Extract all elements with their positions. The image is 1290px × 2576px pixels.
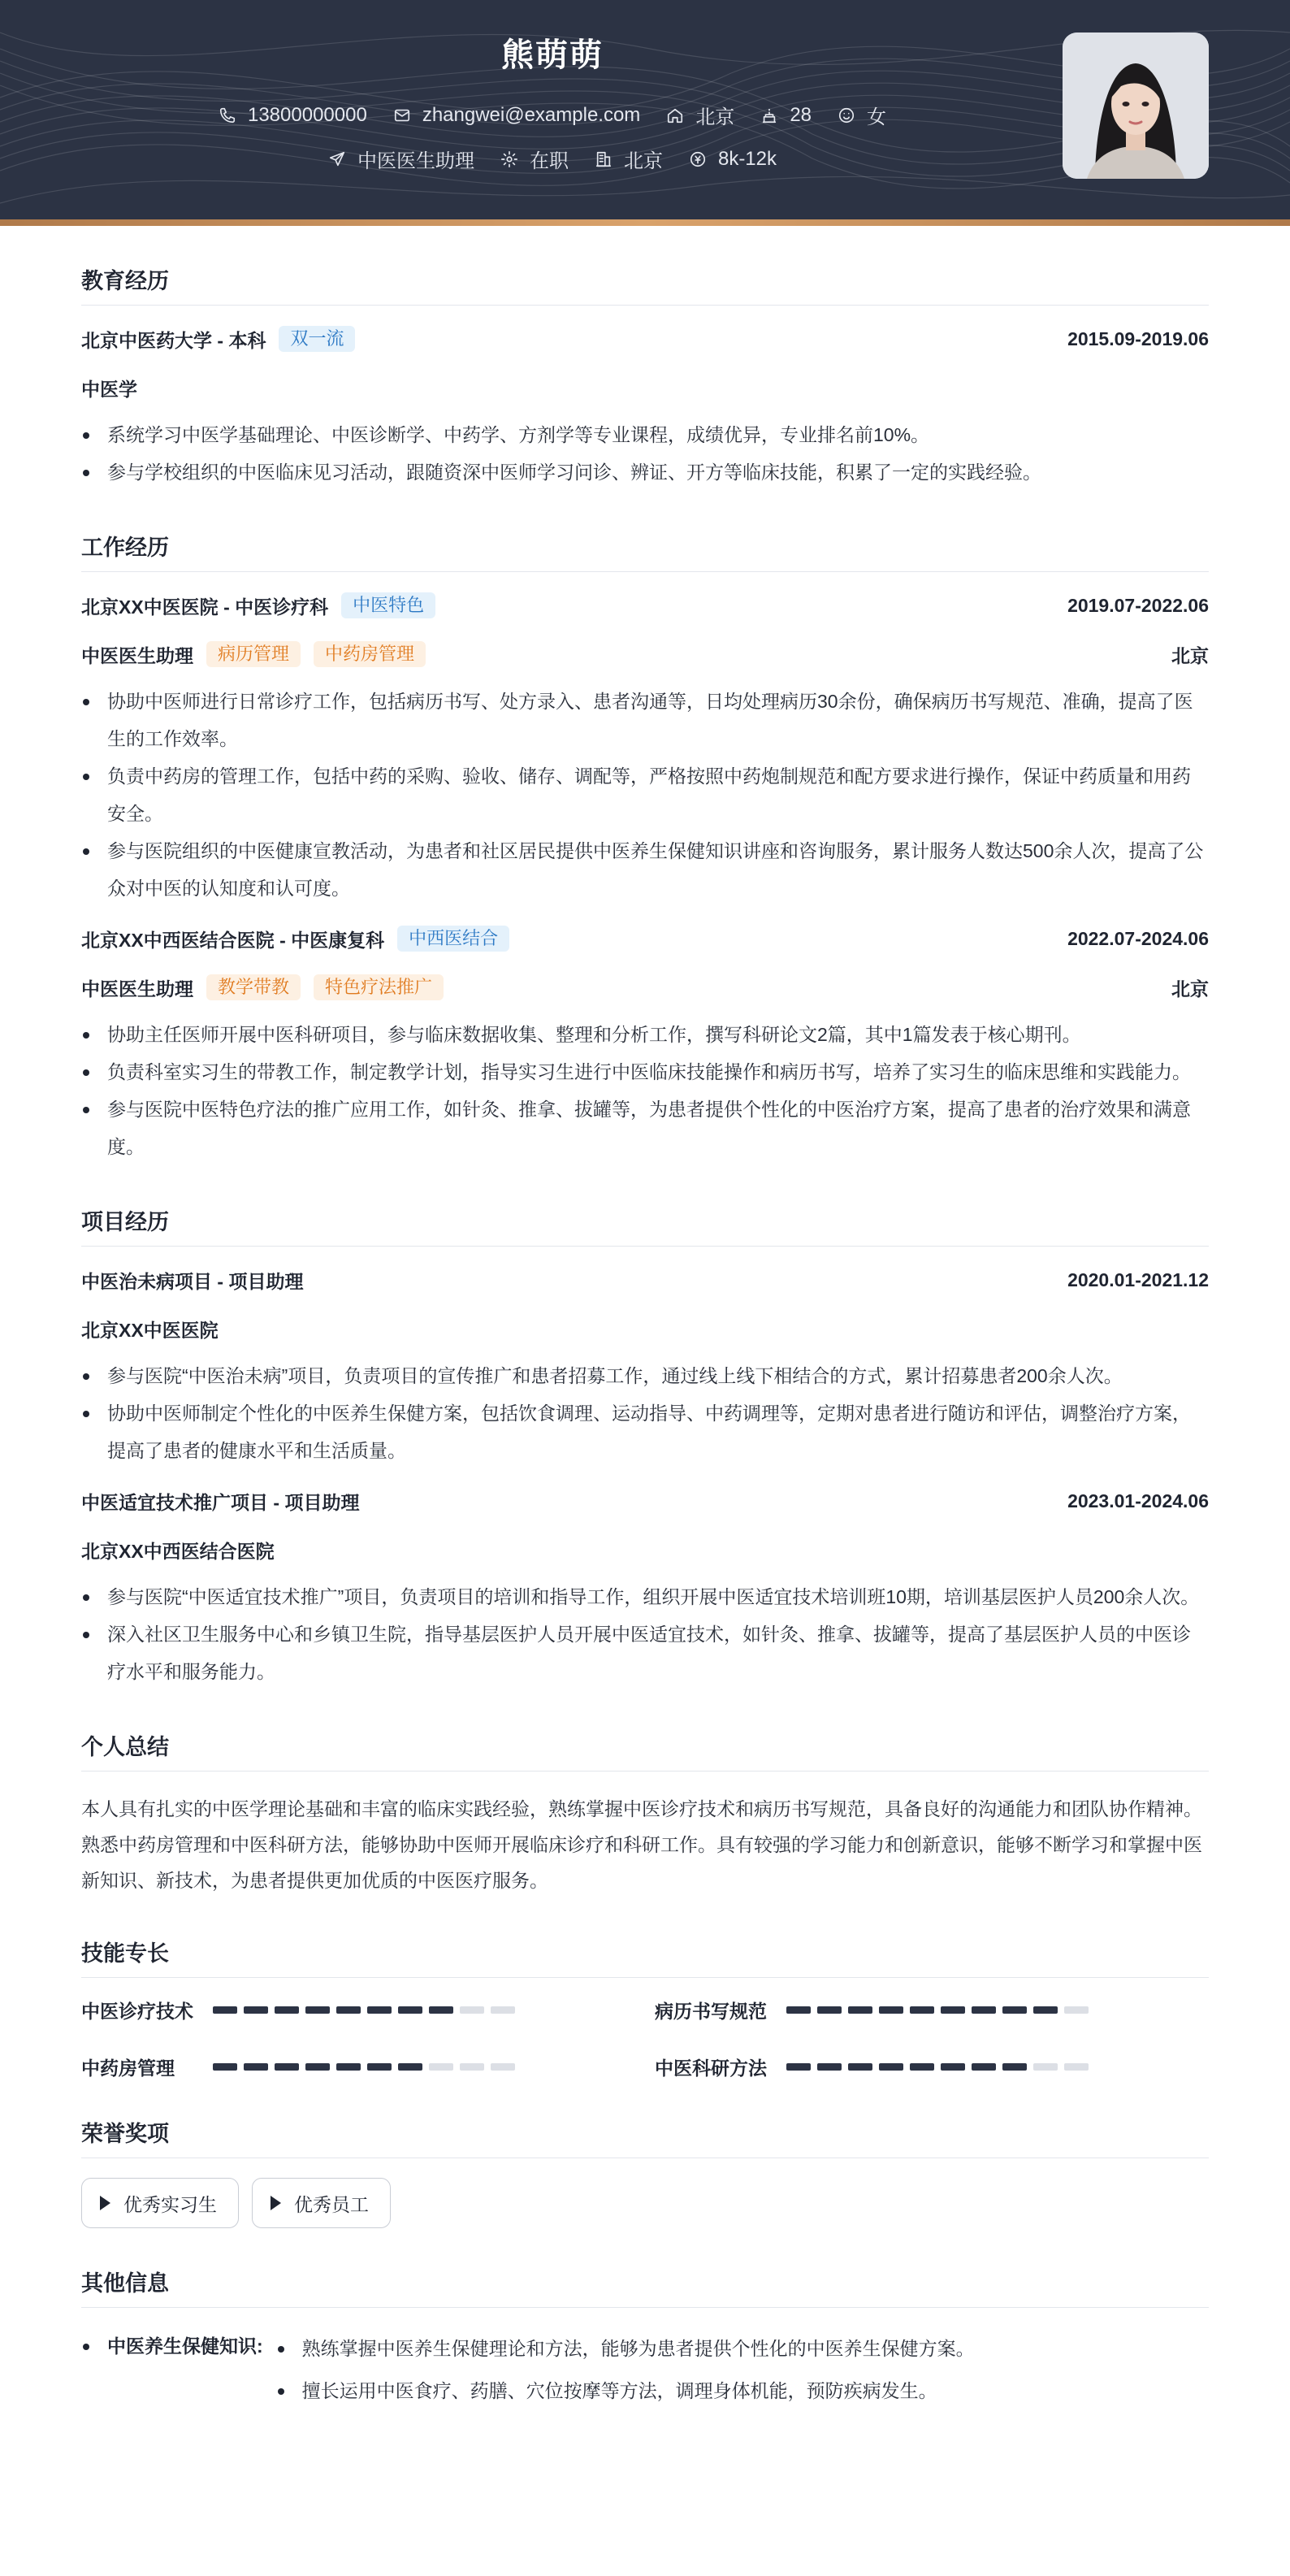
- list-item: 协助中医师进行日常诊疗工作，包括病历书写、处方录入、患者沟通等，日均处理病历30余份，确保病历书写规范、准确，提高了医生的工作效率。: [81, 683, 1209, 757]
- project-entry-header: [81, 1487, 1209, 1515]
- status-text: 在职: [529, 150, 569, 172]
- skill-level-segment: [367, 2006, 392, 2014]
- job-entry-header: [81, 592, 1209, 619]
- list-item: 负责中药房的管理工作，包括中药的采购、验收、储存、调配等，严格按照中药炮制规范和配方要求进行操作，保证中药质量和用药安全。: [81, 757, 1209, 832]
- resume-header: [0, 0, 1290, 226]
- skill-item: [655, 1997, 1209, 2022]
- education-bullets: [81, 416, 1209, 491]
- honors-section: [81, 2116, 1209, 2228]
- list-item: 深入社区卫生服务中心和乡镇卫生院，指导基层医护人员开展中医适宜技术，如针灸、推拿、拔罐等，提高了基层医护人员的中医诊疗水平和服务能力。: [81, 1615, 1209, 1690]
- contact-info-row: [0, 101, 1105, 129]
- header-accent-bar: [0, 219, 1290, 226]
- skill-tag: 中药房管理: [314, 641, 426, 667]
- list-item: 负责科室实习生的带教工作，制定教学计划，指导实习生进行中医临床技能操作和病历书写，培养了实习生的临床思维和实践能力。: [81, 1053, 1209, 1091]
- job-entry-header: [81, 925, 1209, 952]
- summary-text: 本人具有扎实的中医学理论基础和丰富的临床实践经验，熟练掌握中医诊疗技术和病历书写规范，具备良好的沟通能力和团队协作精神。熟悉中药房管理和中医科研方法，能够协助中医师开展临床诊疗和科研工作。具有较强的学习能力和创新意识，能够不断学习和掌握中医新知识、新技术，为患者提供更加优质的中医医疗服务。: [81, 1798, 1202, 1891]
- project-org-row: [81, 1536, 1209, 1563]
- skill-name: 中药房管理: [81, 2057, 175, 2079]
- honor-label: 优秀实习生: [123, 2193, 217, 2215]
- list-item: 系统学习中医学基础理论、中医诊断学、中药学、方剂学等专业课程，成绩优异，专业排名前10%。: [81, 416, 1209, 453]
- projects-section: [81, 1204, 1209, 1690]
- skill-level-segment: [429, 2063, 453, 2071]
- skill-level-bar: [786, 2006, 1095, 2014]
- job-info-row: [0, 145, 1105, 173]
- skill-level-bar: [213, 2063, 522, 2071]
- school-tag: 双一流: [279, 326, 355, 352]
- education-entry-header: [81, 325, 1209, 353]
- project-bullets: [81, 1578, 1209, 1690]
- phone-info: [219, 104, 367, 127]
- send-icon: [328, 150, 346, 168]
- project-date: 2020.01-2021.12: [1067, 1268, 1209, 1290]
- skill-level-segment: [786, 2063, 811, 2071]
- skill-level-segment: [213, 2063, 237, 2071]
- project-name: 中医适宜技术推广项目 - 项目助理: [81, 1491, 360, 1513]
- company-name: 北京XX中西医结合医院 - 中医康复科: [81, 929, 385, 951]
- list-item: 熟练掌握中医养生保健理论和方法，能够为患者提供个性化的中医养生保健方案。: [276, 2327, 975, 2370]
- portrait-image: [1063, 33, 1209, 179]
- skill-level-segment: [305, 2063, 330, 2071]
- honor-badge: [81, 2178, 239, 2228]
- project-org: 北京XX中西医结合医院: [81, 1540, 275, 1562]
- work-city-text: 北京: [623, 150, 663, 172]
- work-section: [81, 530, 1209, 1165]
- position-row: [81, 640, 1209, 668]
- skills-grid: [81, 1997, 1209, 2079]
- play-icon: [100, 2196, 110, 2210]
- skill-tag: 病历管理: [206, 641, 301, 667]
- honors-list: [81, 2178, 1209, 2228]
- skill-level-segment: [1064, 2063, 1089, 2071]
- status-info: [500, 145, 569, 173]
- skill-level-segment: [398, 2063, 422, 2071]
- job-date: 2019.07-2022.06: [1067, 594, 1209, 616]
- skill-level-segment: [910, 2063, 934, 2071]
- gender-info: [838, 101, 886, 129]
- project-org-row: [81, 1315, 1209, 1342]
- work-city-info: [595, 145, 663, 173]
- section-title: 工作经历: [81, 530, 1209, 572]
- list-item: 参与学校组织的中医临床见习活动，跟随资深中医师学习问诊、辨证、开方等临床技能，积累了一定的实践经验。: [81, 453, 1209, 491]
- skill-level-segment: [786, 2006, 811, 2014]
- skill-level-segment: [817, 2063, 842, 2071]
- skill-level-segment: [1002, 2006, 1027, 2014]
- play-icon: [271, 2196, 281, 2210]
- skill-level-segment: [367, 2063, 392, 2071]
- honor-badge: [252, 2178, 391, 2228]
- major-row: [81, 374, 1209, 401]
- other-info-label: 中医养生保健知识:: [81, 2327, 263, 2365]
- skill-level-segment: [398, 2006, 422, 2014]
- home-icon: [666, 106, 684, 124]
- skill-level-segment: [460, 2006, 484, 2014]
- email-text: zhangwei@example.com: [422, 103, 641, 126]
- job-location: 北京: [1171, 644, 1209, 666]
- skill-tag: 特色疗法推广: [314, 974, 444, 1000]
- section-title: 荣誉奖项: [81, 2116, 1209, 2158]
- skill-level-segment: [491, 2006, 515, 2014]
- other-info-list: [276, 2327, 975, 2412]
- project-bullets: [81, 1357, 1209, 1469]
- other-section: [81, 2266, 1209, 2412]
- building-icon: [595, 150, 613, 168]
- status-icon: [500, 150, 518, 168]
- skill-level-segment: [941, 2063, 965, 2071]
- skill-level-segment: [848, 2006, 872, 2014]
- job-location: 北京: [1171, 978, 1209, 1000]
- candidate-name: 熊萌萌: [501, 37, 604, 73]
- project-org: 北京XX中医医院: [81, 1319, 219, 1341]
- resume-body: [81, 226, 1209, 2412]
- skill-tag: 教学带教: [206, 974, 301, 1000]
- education-date: 2015.09-2019.06: [1067, 327, 1209, 349]
- skill-level-bar: [786, 2063, 1095, 2071]
- position-title: 中医医生助理: [81, 978, 193, 1000]
- skill-level-segment: [336, 2006, 361, 2014]
- job-bullets: [81, 1016, 1209, 1165]
- list-item: 协助中医师制定个性化的中医养生保健方案，包括饮食调理、运动指导、中药调理等，定期对患者进行随访和评估，调整治疗方案，提高了患者的健康水平和生活质量。: [81, 1394, 1209, 1469]
- salary-info: [689, 148, 777, 171]
- skill-level-segment: [972, 2063, 996, 2071]
- skill-level-segment: [879, 2063, 903, 2071]
- skill-level-segment: [491, 2063, 515, 2071]
- skill-level-segment: [336, 2063, 361, 2071]
- job-title-info: [328, 145, 474, 173]
- skill-item: [81, 1997, 655, 2022]
- list-item: 参与医院“中医治未病”项目，负责项目的宣传推广和患者招募工作，通过线上线下相结合的方式，累计招募患者200余人次。: [81, 1357, 1209, 1394]
- section-title: 教育经历: [81, 263, 1209, 306]
- phone-text: 13800000000: [247, 103, 367, 126]
- skill-name: 中医科研方法: [655, 2057, 767, 2079]
- skill-level-segment: [460, 2063, 484, 2071]
- summary-section: [81, 1729, 1209, 1898]
- project-entry-header: [81, 1266, 1209, 1294]
- skill-level-segment: [941, 2006, 965, 2014]
- list-item: 协助主任医师开展中医科研项目，参与临床数据收集、整理和分析工作，撰写科研论文2篇，其中1篇发表于核心期刊。: [81, 1016, 1209, 1053]
- education-section: [81, 263, 1209, 491]
- skill-name: 中医诊疗技术: [81, 2000, 193, 2022]
- skill-level-segment: [1033, 2006, 1058, 2014]
- job-bullets: [81, 683, 1209, 907]
- major: 中医学: [81, 378, 137, 400]
- company-tag: 中西医结合: [397, 926, 509, 952]
- cake-icon: [760, 106, 778, 124]
- face-icon: [838, 106, 855, 124]
- position-row: [81, 974, 1209, 1001]
- school-name: 北京中医药大学 - 本科: [81, 329, 266, 351]
- skill-level-segment: [244, 2006, 268, 2014]
- age-text: 28: [790, 103, 812, 126]
- skill-name: 病历书写规范: [655, 2000, 767, 2022]
- email-info: [393, 104, 641, 127]
- phone-icon: [219, 106, 236, 124]
- company-tag: 中医特色: [341, 592, 435, 618]
- skill-item: [655, 2054, 1209, 2079]
- section-title: 技能专长: [81, 1936, 1209, 1978]
- avatar: [1063, 33, 1209, 179]
- skill-level-segment: [1064, 2006, 1089, 2014]
- section-title: 个人总结: [81, 1729, 1209, 1772]
- skill-level-segment: [879, 2006, 903, 2014]
- list-item: 参与医院中医特色疗法的推广应用工作，如针灸、推拿、拔罐等，为患者提供个性化的中医治疗方案，提高了患者的治疗效果和满意度。: [81, 1091, 1209, 1165]
- other-info-row: [81, 2327, 1209, 2412]
- position-title: 中医医生助理: [81, 644, 193, 666]
- company-name: 北京XX中医医院 - 中医诊疗科: [81, 596, 329, 618]
- list-item: 参与医院组织的中医健康宣教活动，为患者和社区居民提供中医养生保健知识讲座和咨询服务，累计服务人数达500余人次，提高了公众对中医的认知度和认可度。: [81, 832, 1209, 907]
- money-icon: [689, 150, 707, 168]
- skill-level-segment: [1002, 2063, 1027, 2071]
- location-text: 北京: [695, 106, 735, 128]
- salary-text: 8k-12k: [717, 147, 777, 170]
- skill-level-segment: [1033, 2063, 1058, 2071]
- gender-text: 女: [867, 106, 887, 128]
- job-title-text: 中医医生助理: [357, 150, 474, 172]
- section-title: 其他信息: [81, 2266, 1209, 2308]
- project-name: 中医治未病项目 - 项目助理: [81, 1270, 304, 1292]
- skill-level-segment: [275, 2006, 299, 2014]
- skills-section: [81, 1936, 1209, 2079]
- list-item: 擅长运用中医食疗、药膳、穴位按摩等方法，调理身体机能，预防疾病发生。: [276, 2370, 975, 2412]
- section-title: 项目经历: [81, 1204, 1209, 1247]
- list-item: 参与医院“中医适宜技术推广”项目，负责项目的培训和指导工作，组织开展中医适宜技术培训班10期，培训基层医护人员200余人次。: [81, 1578, 1209, 1615]
- mail-icon: [393, 106, 411, 124]
- skill-level-segment: [972, 2006, 996, 2014]
- skill-item: [81, 2054, 655, 2079]
- skill-level-segment: [848, 2063, 872, 2071]
- project-date: 2023.01-2024.06: [1067, 1490, 1209, 1511]
- skill-level-segment: [817, 2006, 842, 2014]
- honor-label: 优秀员工: [294, 2193, 369, 2215]
- skill-level-segment: [244, 2063, 268, 2071]
- skill-level-segment: [275, 2063, 299, 2071]
- skill-level-bar: [213, 2006, 522, 2014]
- job-date: 2022.07-2024.06: [1067, 927, 1209, 949]
- location-info: [666, 101, 734, 129]
- skill-level-segment: [910, 2006, 934, 2014]
- skill-level-segment: [429, 2006, 453, 2014]
- skill-level-segment: [305, 2006, 330, 2014]
- age-info: [760, 104, 812, 127]
- skill-level-segment: [213, 2006, 237, 2014]
